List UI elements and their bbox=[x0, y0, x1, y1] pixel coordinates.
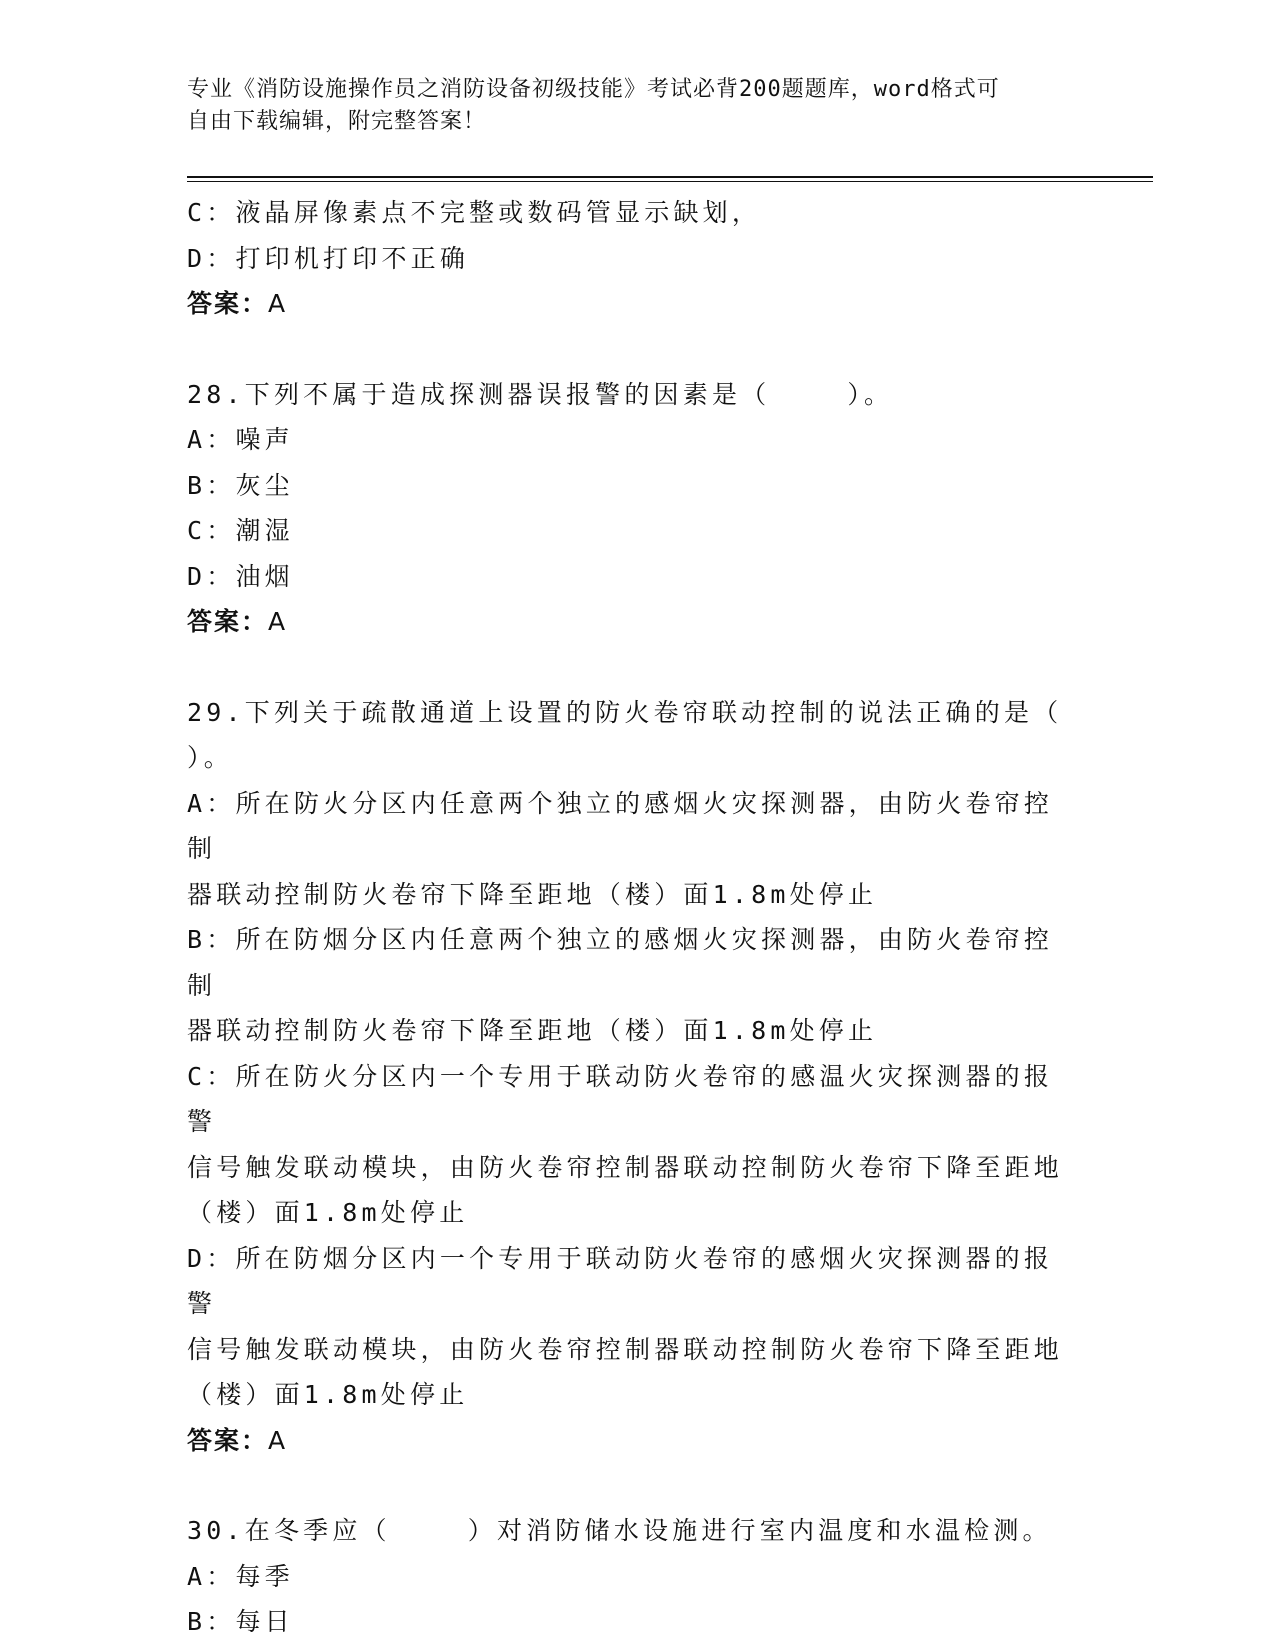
answer-value: A bbox=[268, 1425, 288, 1455]
header-line-1: 专业《消防设施操作员之消防设备初级技能》考试必背200题题库，word格式可 bbox=[187, 77, 1000, 102]
option-c-line-2: 信号触发联动模块，由防火卷帘控制器联动控制防火卷帘下降至距地 bbox=[187, 1152, 1064, 1182]
answer-line bbox=[187, 281, 1077, 327]
question-30 bbox=[187, 1508, 1077, 1645]
question-text-line-2: ）。 bbox=[187, 743, 233, 772]
option-d: D：油烟 bbox=[187, 561, 294, 591]
option-d-line-2: 信号触发联动模块，由防火卷帘控制器联动控制防火卷帘下降至距地 bbox=[187, 1334, 1064, 1364]
option-c-line-3: （楼）面1.8m处停止 bbox=[187, 1198, 469, 1227]
spacer bbox=[187, 645, 1077, 690]
question-text-line-1: 29.下列关于疏散通道上设置的防火卷帘联动控制的说法正确的是（ bbox=[187, 697, 1063, 727]
spacer bbox=[187, 1463, 1077, 1508]
option-b: B：灰尘 bbox=[187, 470, 294, 500]
header-divider-thin bbox=[187, 181, 1153, 182]
header-divider-thick bbox=[187, 176, 1153, 178]
spacer bbox=[187, 327, 1077, 372]
answer-line bbox=[187, 1418, 1077, 1464]
option-d-line-3: （楼）面1.8m处停止 bbox=[187, 1380, 469, 1409]
question-text: 28.下列不属于造成探测器误报警的因素是（ ）。 bbox=[187, 379, 894, 409]
option-d-line-1: D：所在防烟分区内一个专用于联动防火卷帘的感烟火灾探测器的报警 bbox=[187, 1243, 1054, 1318]
answer-label: 答案： bbox=[187, 1425, 269, 1455]
answer-value: A bbox=[268, 607, 288, 636]
option-b-line-2: 器联动控制防火卷帘下降至距地（楼）面1.8m处停止 bbox=[187, 1016, 878, 1045]
document-header bbox=[187, 74, 1067, 138]
question-28 bbox=[187, 372, 1077, 645]
answer-line bbox=[187, 599, 1077, 645]
question-27-tail bbox=[187, 190, 1077, 327]
question-29 bbox=[187, 690, 1077, 1464]
option-d: D：打印机打印不正确 bbox=[187, 243, 470, 273]
answer-value: A bbox=[268, 289, 288, 318]
option-a: A：每季 bbox=[187, 1561, 294, 1591]
option-c: C：液晶屏像素点不完整或数码管显示缺划， bbox=[187, 198, 762, 227]
option-a-line-2: 器联动控制防火卷帘下降至距地（楼）面1.8m处停止 bbox=[187, 879, 878, 909]
option-b-line-1: B：所在防烟分区内任意两个独立的感烟火灾探测器，由防火卷帘控制 bbox=[187, 925, 1054, 1000]
option-c: C：潮湿 bbox=[187, 516, 294, 545]
option-a-line-1: A：所在防火分区内任意两个独立的感烟火灾探测器，由防火卷帘控制 bbox=[187, 788, 1054, 863]
option-a: A：噪声 bbox=[187, 425, 294, 454]
header-line-2: 自由下载编辑，附完整答案！ bbox=[187, 109, 487, 134]
option-c-line-1: C：所在防火分区内一个专用于联动防火卷帘的感温火灾探测器的报警 bbox=[187, 1061, 1054, 1136]
answer-label: 答案： bbox=[187, 607, 269, 636]
question-text: 30.在冬季应（ ）对消防储水设施进行室内温度和水温检测。 bbox=[187, 1516, 1052, 1545]
option-b: B：每日 bbox=[187, 1607, 294, 1636]
answer-label: 答案： bbox=[187, 289, 269, 318]
document-body bbox=[187, 190, 1077, 1645]
